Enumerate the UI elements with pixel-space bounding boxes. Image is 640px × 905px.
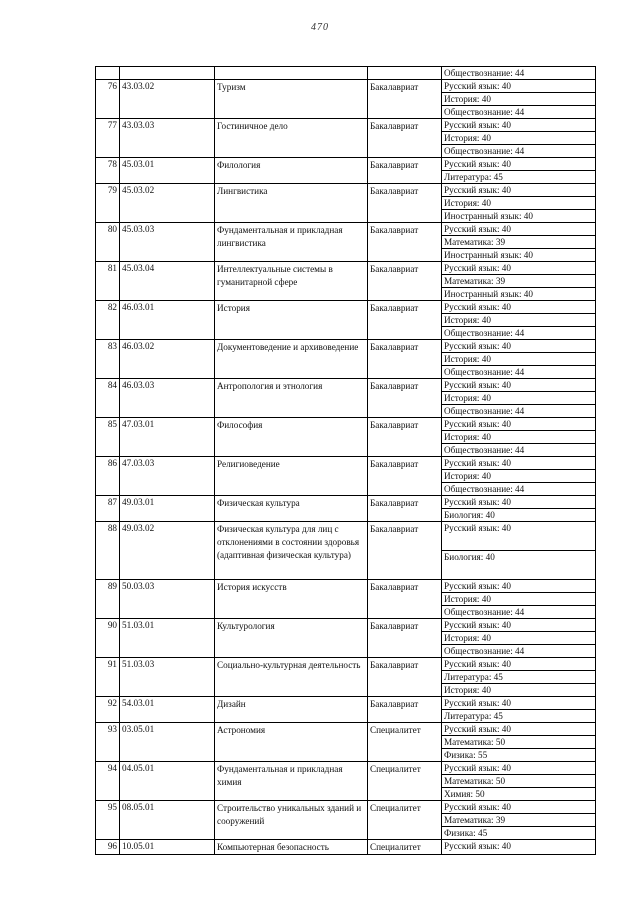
row-number: 84 [96,379,120,418]
specialty-code: 46.03.01 [120,301,215,340]
education-level: Бакалавриат [368,379,442,418]
exam-subject: Русский язык: 40 [442,262,596,275]
exam-subject: Обществознание: 44 [442,106,596,119]
exam-subject: История: 40 [442,684,596,697]
specialty-name: Филология [215,158,368,184]
specialty-code: 47.03.03 [120,457,215,496]
exam-subject: Русский язык: 40 [442,496,596,509]
specialty-name: Гостиничное дело [215,119,368,158]
row-number: 77 [96,119,120,158]
education-level: Бакалавриат [368,580,442,619]
specialty-name: Дизайн [215,697,368,723]
name-cell [215,67,368,80]
education-level: Бакалавриат [368,262,442,301]
specialty-name: Астрономия [215,723,368,762]
row-number: 83 [96,340,120,379]
specialty-name: Интеллектуальные системы в гуманитарной сфере [215,262,368,301]
table-row [96,158,596,171]
exam-subject: Русский язык: 40 [442,840,596,855]
row-number: 81 [96,262,120,301]
specialty-name: Культурология [215,619,368,658]
exam-subject: Русский язык: 40 [442,158,596,171]
row-number: 94 [96,762,120,801]
education-level: Специалитет [368,762,442,801]
exam-subject: Обществознание: 44 [442,327,596,340]
specialty-code: 45.03.03 [120,223,215,262]
specialty-code: 45.03.04 [120,262,215,301]
exam-subject: Химия: 50 [442,788,596,801]
exam-subject: Русский язык: 40 [442,580,596,593]
exam-subject: Иностранный язык: 40 [442,210,596,223]
education-level: Специалитет [368,801,442,840]
exam-subject: Русский язык: 40 [442,184,596,197]
exam-subject: Обществознание: 44 [442,405,596,418]
table-row [96,457,596,470]
exam-subject: Русский язык: 40 [442,301,596,314]
specialty-code: 10.05.01 [120,840,215,855]
exam-subject: История: 40 [442,197,596,210]
row-number: 87 [96,496,120,522]
exam-subject: Русский язык: 40 [442,762,596,775]
table-row [96,496,596,509]
specialty-name: Документоведение и архивоведение [215,340,368,379]
table-row [96,301,596,314]
exam-subject: Литература: 45 [442,710,596,723]
exam-subject: Обществознание: 44 [442,145,596,158]
exam-subject: Русский язык: 40 [442,340,596,353]
exam-subject: История: 40 [442,353,596,366]
exam-subject: Русский язык: 40 [442,80,596,93]
exam-subject: Русский язык: 40 [442,723,596,736]
table-row [96,184,596,197]
specialty-code: 49.03.02 [120,522,215,580]
table-row [96,262,596,275]
row-number: 85 [96,418,120,457]
exam-subject: История: 40 [442,431,596,444]
exam-subject: История: 40 [442,593,596,606]
education-level: Бакалавриат [368,658,442,697]
specialty-name: Компьютерная безопасность [215,840,368,855]
row-number: 96 [96,840,120,855]
table-row [96,658,596,671]
specialty-code: 51.03.03 [120,658,215,697]
subject-cell: Обществознание: 44 [442,67,596,80]
row-number: 86 [96,457,120,496]
education-level: Бакалавриат [368,496,442,522]
specialty-name: Физическая культура для лиц с отклонениями в состоянии здоровья (адаптивная физическая культура) [215,522,368,580]
specialty-name: Философия [215,418,368,457]
exam-subject: Литература: 45 [442,171,596,184]
table-body [96,67,596,855]
table-row [96,80,596,93]
exam-subject: Иностранный язык: 40 [442,249,596,262]
exam-subject: Иностранный язык: 40 [442,288,596,301]
specialty-name: Лингвистика [215,184,368,223]
table-row [96,801,596,814]
row-number: 90 [96,619,120,658]
specialties-table [95,66,596,855]
table-row [96,223,596,236]
exam-subject: Русский язык: 40 [442,457,596,470]
exam-subject: Обществознание: 44 [442,606,596,619]
exam-subject: История: 40 [442,314,596,327]
row-number: 80 [96,223,120,262]
exam-subject: Русский язык: 40 [442,697,596,710]
table-row [96,697,596,710]
specialty-code: 45.03.02 [120,184,215,223]
education-level: Бакалавриат [368,340,442,379]
table-row [96,840,596,855]
exam-subject: Математика: 39 [442,236,596,249]
specialty-name: Антропология и этнология [215,379,368,418]
education-level: Бакалавриат [368,697,442,723]
table-row [96,418,596,431]
row-number: 78 [96,158,120,184]
specialty-code: 49.03.01 [120,496,215,522]
specialty-code: 03.05.01 [120,723,215,762]
table-row [96,723,596,736]
specialty-name: Фундаментальная и прикладная лингвистика [215,223,368,262]
table-row [96,580,596,593]
row-number: 93 [96,723,120,762]
exam-subject: Обществознание: 44 [442,645,596,658]
specialty-name: Физическая культура [215,496,368,522]
education-level: Бакалавриат [368,119,442,158]
specialty-code: 43.03.03 [120,119,215,158]
table-row [96,619,596,632]
specialty-name: История [215,301,368,340]
specialty-code: 43.03.02 [120,80,215,119]
table-row [96,379,596,392]
number-cell [96,67,120,80]
exam-subject: История: 40 [442,392,596,405]
level-cell [368,67,442,80]
table-row [96,340,596,353]
specialty-code: 54.03.01 [120,697,215,723]
education-level: Бакалавриат [368,80,442,119]
exam-subject: Физика: 45 [442,827,596,840]
exam-subject: Математика: 39 [442,275,596,288]
table-row [96,119,596,132]
specialty-name: История искусств [215,580,368,619]
exam-subject: Русский язык: 40 [442,379,596,392]
exam-subject: Русский язык: 40 [442,223,596,236]
exam-subject: История: 40 [442,632,596,645]
education-level: Бакалавриат [368,301,442,340]
exam-subject: Русский язык: 40 [442,119,596,132]
exam-subject: Обществознание: 44 [442,444,596,457]
specialty-code: 04.05.01 [120,762,215,801]
education-level: Бакалавриат [368,457,442,496]
education-level: Специалитет [368,840,442,855]
exam-subject: Русский язык: 40 [442,619,596,632]
row-number: 91 [96,658,120,697]
exam-subject: Математика: 50 [442,775,596,788]
row-number: 76 [96,80,120,119]
exam-subject: Обществознание: 44 [442,366,596,379]
table-row [96,522,596,551]
exam-subject: Физика: 55 [442,749,596,762]
specialty-code: 08.05.01 [120,801,215,840]
specialty-code: 45.03.01 [120,158,215,184]
specialty-name: Строительство уникальных зданий и сооружений [215,801,368,840]
row-number: 92 [96,697,120,723]
table-row [96,762,596,775]
exam-subject: Биология: 40 [442,551,596,580]
exam-subject: История: 40 [442,132,596,145]
table-row-continuation [96,67,596,80]
exam-subject: Математика: 50 [442,736,596,749]
exam-subject: Обществознание: 44 [442,483,596,496]
education-level: Бакалавриат [368,184,442,223]
row-number: 89 [96,580,120,619]
exam-subject: Русский язык: 40 [442,801,596,814]
row-number: 95 [96,801,120,840]
education-level: Бакалавриат [368,522,442,580]
exam-subject: Русский язык: 40 [442,418,596,431]
specialty-code: 46.03.02 [120,340,215,379]
exam-subject: Русский язык: 40 [442,522,596,551]
row-number: 82 [96,301,120,340]
row-number: 88 [96,522,120,580]
specialty-name: Туризм [215,80,368,119]
specialty-name: Социально-культурная деятельность [215,658,368,697]
specialty-name: Религиоведение [215,457,368,496]
exam-subject: Биология: 40 [442,509,596,522]
exam-subject: История: 40 [442,93,596,106]
exam-subject: История: 40 [442,470,596,483]
specialty-code: 50.03.03 [120,580,215,619]
education-level: Бакалавриат [368,418,442,457]
exam-subject: Литература: 45 [442,671,596,684]
education-level: Бакалавриат [368,223,442,262]
specialty-name: Фундаментальная и прикладная химия [215,762,368,801]
code-cell [120,67,215,80]
education-level: Бакалавриат [368,619,442,658]
page-number: 470 [311,22,329,33]
specialty-code: 47.03.01 [120,418,215,457]
education-level: Бакалавриат [368,158,442,184]
exam-subject: Математика: 39 [442,814,596,827]
education-level: Специалитет [368,723,442,762]
specialty-code: 46.03.03 [120,379,215,418]
specialty-code: 51.03.01 [120,619,215,658]
exam-subject: Русский язык: 40 [442,658,596,671]
row-number: 79 [96,184,120,223]
